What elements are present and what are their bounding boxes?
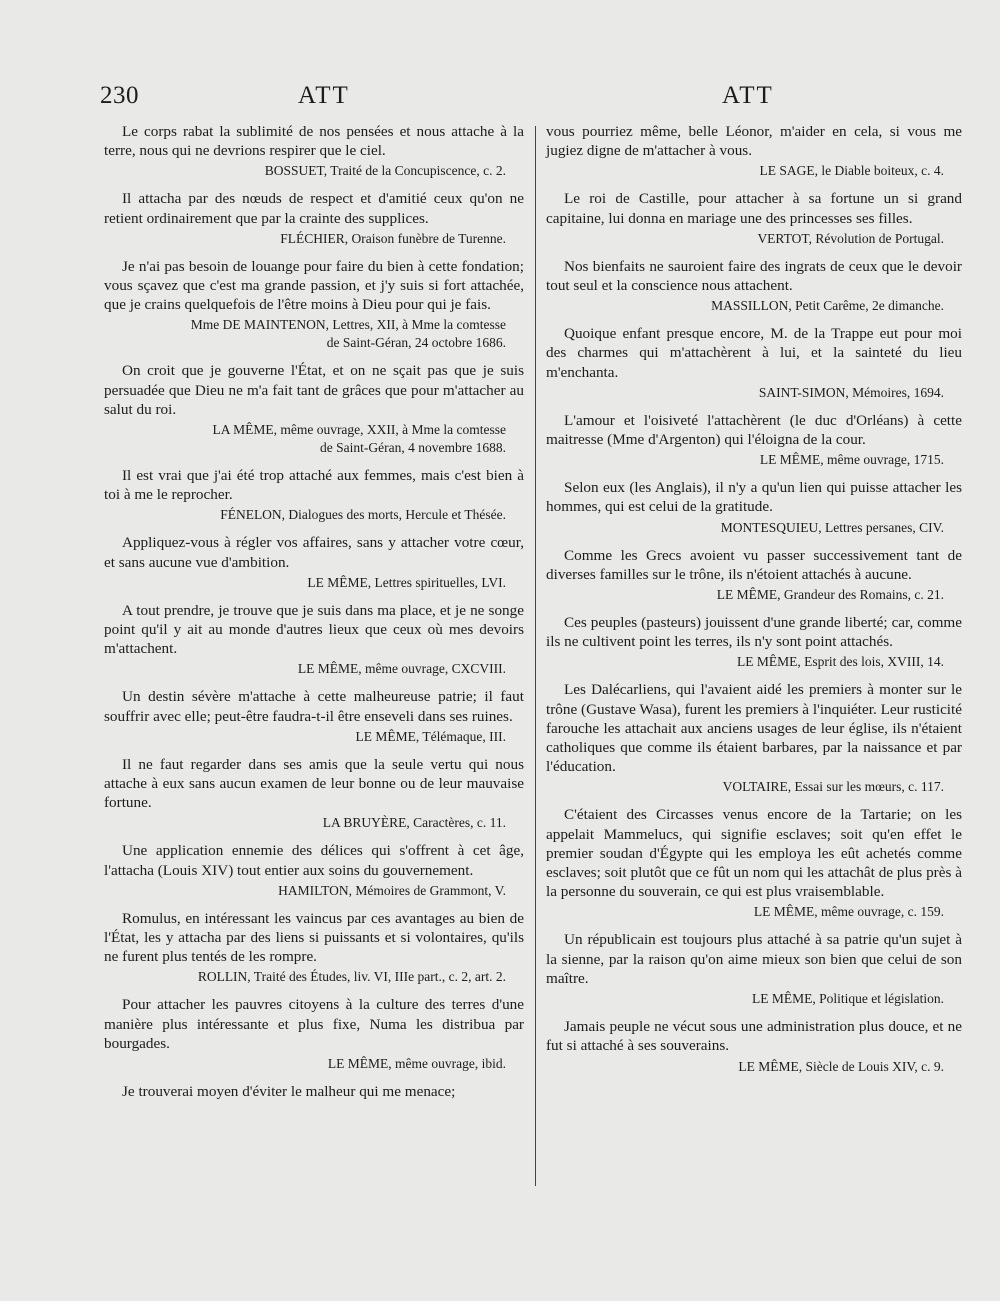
citation [104, 574, 524, 592]
citation [104, 968, 524, 986]
quotation-entry [546, 324, 962, 402]
citation [104, 1055, 524, 1073]
citation-line: FÉNELON, Dialogues des morts, Hercule et Thésée. [220, 507, 506, 523]
citation [104, 882, 524, 900]
citation-line: LE MÊME, Lettres spirituelles, LVI. [307, 574, 506, 590]
citation [546, 778, 962, 796]
citation [546, 586, 962, 604]
page-number: 230 [100, 82, 139, 109]
citation-line: FLÉCHIER, Oraison funèbre de Turenne. [280, 230, 506, 246]
citation [546, 384, 962, 402]
citation-line: de Saint-Géran, 24 octobre 1686. [326, 335, 506, 351]
quotation-text: Le roi de Castille, pour attacher à sa fortune un si grand capitaine, lui donna en mariage une des princesses ses filles. [546, 190, 962, 227]
quotation-entry [546, 930, 962, 1008]
quotation-text: A tout prendre, je trouve que je suis dans ma place, et je ne songe point qu'il y ait au monde d'autres lieux que ceux où mes devoirs m'attachent. [104, 601, 524, 658]
citation-line: VERTOT, Révolution de Portugal. [757, 230, 944, 246]
citation [104, 814, 524, 832]
quotation-text: Je trouverai moyen d'éviter le malheur qui me menace; [122, 1083, 456, 1101]
quotation-text: Ces peuples (pasteurs) jouissent d'une grande liberté; car, comme ils ne cultivent point les terres, ils n'y sont point attachés. [546, 614, 962, 651]
quotation-entry [104, 841, 524, 899]
quotation-text: Un républicain est toujours plus attaché à sa patrie qu'un sujet à la sienne, par la raison qu'on aime mieux son bien que celui de son maître. [546, 931, 962, 987]
left-column [104, 122, 524, 1110]
citation-line: de Saint-Géran, 4 novembre 1688. [320, 440, 506, 456]
quotation-entry [104, 601, 524, 679]
quotation-entry [104, 257, 524, 353]
quotation-text: Un destin sévère m'attache à cette malheureuse patrie; il faut souffrir avec elle; peut-être faudra-t-il être enseveli dans ses ruines. [104, 688, 524, 725]
citation [546, 230, 962, 248]
citation [546, 990, 962, 1008]
quotation-text: Je n'ai pas besoin de louange pour faire du bien à cette fondation; vous sçavez que c'est ma grande passion, et j'y suis si fort attachée, que je crains quelquefois de l'être moins à Dieu pour qui je fais. [104, 257, 524, 314]
citation-line: LE MÊME, Esprit des lois, XVIII, 14. [737, 654, 944, 670]
citation-line: LE MÊME, Grandeur des Romains, c. 21. [716, 587, 944, 603]
quotation-entry [546, 680, 962, 796]
quotation-text: Pour attacher les pauvres citoyens à la culture des terres d'une manière plus intéressante et plus fixe, Numa les distribua par bourgades. [104, 996, 524, 1052]
quotation-entry [104, 533, 524, 591]
running-head-right: ATT [722, 82, 774, 109]
citation-line: LE SAGE, le Diable boiteux, c. 4. [759, 163, 944, 179]
quotation-text: Selon eux (les Anglais), il n'y a qu'un lien qui puisse attacher les hommes, qui est celui de la gratitude. [546, 479, 962, 516]
running-head-left: ATT [298, 82, 350, 109]
quotation-text: L'amour et l'oisiveté l'attachèrent (le duc d'Orléans) à cette maitresse (Mme d'Argenton) qui l'éloigna de la cour. [546, 411, 962, 449]
quotation-entry [104, 122, 524, 180]
citation-line: LA MÊME, même ouvrage, XXII, à Mme la comtesse [212, 422, 506, 438]
quotation-text: vous pourriez même, belle Léonor, m'aider en cela, si vous me jugiez digne de m'attacher à vous. [546, 123, 962, 160]
quotation-entry [546, 546, 962, 604]
quotation-text: Les Dalécarliens, qui l'avaient aidé les premiers à monter sur le trône (Gustave Wasa), furent les premiers à l'inquiéter. Leur rusticité farouche les attachait aux anciens usages de leur église, ils n'étaient catholiques que comme ils étaient barbares, par la naissance et par l'éducation. [546, 681, 962, 776]
quotation-entry [546, 613, 962, 671]
citation [546, 653, 962, 671]
quotation-entry [104, 995, 524, 1073]
quotation-entry [104, 909, 524, 987]
quotation-text: On croit que je gouverne l'État, et on ne sçait pas que je suis persuadée que Dieu ne m'a fait tant de grâces que pour m'attacher au salut du roi. [104, 362, 524, 418]
quotation-text: Il est vrai que j'ai été trop attaché aux femmes, mais c'est bien à toi à me le reprocher. [104, 467, 524, 504]
quotation-entry [546, 411, 962, 469]
quotation-text: Il attacha par des nœuds de respect et d'amitié ceux qu'on ne retient ordinairement que par la crainte des supplices. [104, 190, 524, 227]
citation-line: SAINT-SIMON, Mémoires, 1694. [758, 384, 944, 400]
citation [546, 297, 962, 315]
citation [104, 316, 524, 352]
citation-line: MONTESQUIEU, Lettres persanes, CIV. [720, 519, 944, 535]
citation-line: LE MÊME, même ouvrage, c. 159. [753, 904, 944, 920]
quotation-text: Romulus, en intéressant les vaincus par ces avantages au bien de l'État, les y attacha par des liens si puissants et si volontaires, qu'ils ne furent plus tentés de les rompre. [104, 909, 524, 966]
quotation-entry [546, 1017, 962, 1075]
citation [104, 660, 524, 678]
quotation-text: Une application ennemie des délices qui s'offrent à cet âge, l'attacha (Louis XIV) tout entier aux soins du gouvernement. [104, 842, 524, 879]
citation [546, 162, 962, 180]
citation-line: LE MÊME, Siècle de Louis XIV, c. 9. [738, 1058, 944, 1074]
quotation-text: C'étaient des Circasses venus encore de la Tartarie; on les appelait Mammelucs, qui signifie esclaves; soit qu'en effet le premier soudan d'Égypte qui les employa les eût achetés comme esclaves; soit plutôt que ce fût un nom qui les attachât de plus près à la personne du souverain, ce qui est plus vraisemblable. [546, 806, 962, 901]
quotation-entry [104, 361, 524, 457]
quotation-text: Jamais peuple ne vécut sous une administration plus douce, et ne fut si attaché à ses souverains. [546, 1018, 962, 1055]
citation-line: LE MÊME, même ouvrage, CXCVIII. [297, 661, 506, 677]
quotation-text: Le corps rabat la sublimité de nos pensées et nous attache à la terre, nous qui ne devrions respirer que le ciel. [104, 123, 524, 160]
citation [104, 230, 524, 248]
citation [104, 421, 524, 457]
citation-line: MASSILLON, Petit Carême, 2e dimanche. [711, 298, 944, 314]
citation-line: LE MÊME, Politique et législation. [752, 991, 944, 1007]
quotation-text: Il ne faut regarder dans ses amis que la seule vertu qui nous attache à eux sans aucun examen de leur bonne ou de leur mauvaise fortune. [104, 755, 524, 812]
citation [104, 506, 524, 524]
quotation-text: Comme les Grecs avoient vu passer successivement tant de diverses familles sur le trône, ils n'étoient attachés à aucune. [546, 546, 962, 583]
quotation-entry [104, 1082, 524, 1101]
citation [104, 728, 524, 746]
citation-line: Mme DE MAINTENON, Lettres, XII, à Mme la comtesse [190, 317, 506, 333]
citation-line: LE MÊME, même ouvrage, 1715. [759, 452, 944, 468]
citation-line: HAMILTON, Mémoires de Grammont, V. [278, 882, 506, 898]
citation-line: ROLLIN, Traité des Études, liv. VI, IIIe part., c. 2, art. 2. [197, 969, 506, 985]
quotation-entry [546, 122, 962, 180]
quotation-entry [546, 805, 962, 921]
quotation-entry [104, 466, 524, 524]
right-column [546, 122, 962, 1085]
quotation-entry [104, 755, 524, 833]
citation-line: VOLTAIRE, Essai sur les mœurs, c. 117. [722, 779, 944, 795]
quotation-entry [104, 189, 524, 247]
citation [546, 519, 962, 537]
citation [104, 162, 524, 180]
citation-line: LA BRUYÈRE, Caractères, c. 11. [322, 815, 506, 831]
quotation-entry [546, 189, 962, 247]
citation [546, 903, 962, 921]
citation [546, 451, 962, 469]
quotation-entry [546, 257, 962, 315]
quotation-text: Quoique enfant presque encore, M. de la Trappe eut pour moi des charmes qui m'attachèrent à lui, et la sainteté du lieu m'enchanta. [546, 325, 962, 381]
quotation-text: Nos bienfaits ne sauroient faire des ingrats de ceux que le devoir tout seul et la conscience nous attachent. [546, 257, 962, 295]
quotation-entry [546, 478, 962, 536]
quotation-text: Appliquez-vous à régler vos affaires, sans y attacher votre cœur, et sans aucune vue d'ambition. [104, 534, 524, 571]
citation-line: BOSSUET, Traité de la Concupiscence, c. 2. [264, 163, 506, 179]
citation [546, 1058, 962, 1076]
column-divider [535, 126, 536, 1186]
citation-line: LE MÊME, Télémaque, III. [355, 728, 506, 744]
citation-line: LE MÊME, même ouvrage, ibid. [327, 1056, 506, 1072]
quotation-entry [104, 687, 524, 745]
